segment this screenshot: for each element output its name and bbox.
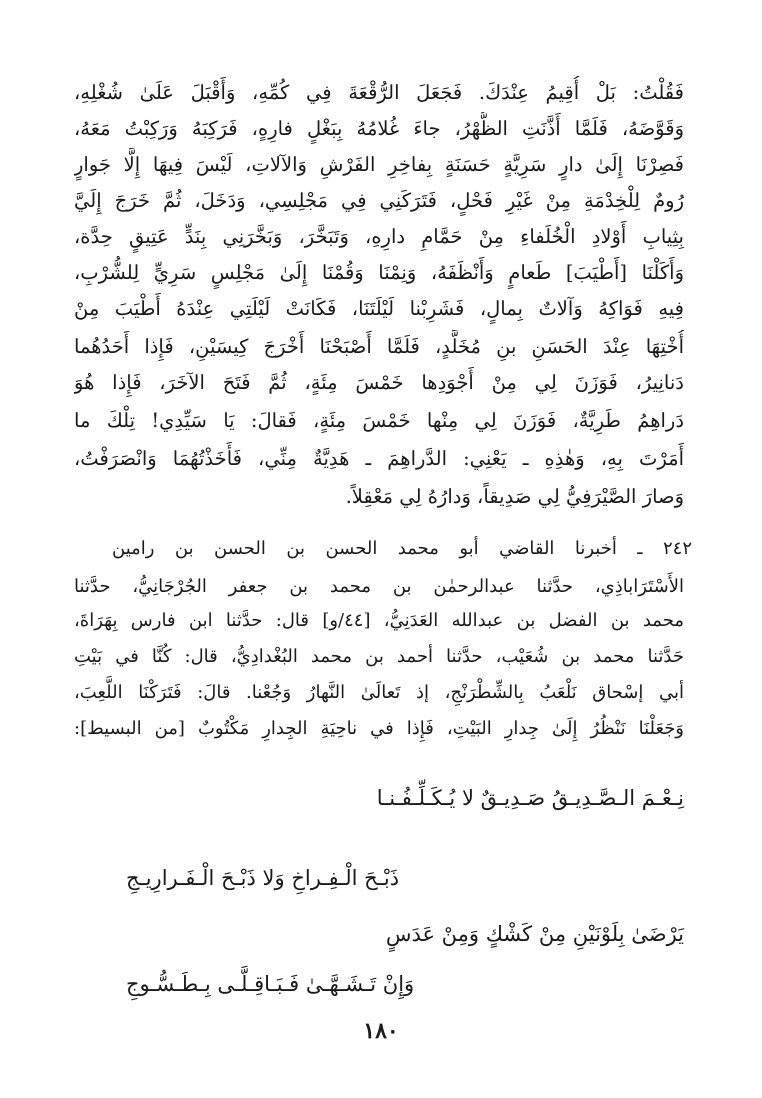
text-line-first: ٢٤٢ ـ أخبرنا القاضي أبو محمد الحسن بن الحسن بن رامين bbox=[112, 538, 692, 559]
text-line: وَأَكَلْنَا [أَطْيَبَ] طَعامٍ وَأَنْظَفَهُ، وَنِمْنَا وَقُمْنَا إِلَىٰ مَجْلِسٍ سَرِيٍّ لِلشُّرْبِ، bbox=[74, 261, 684, 284]
text-line: الأَسْتَرَاباذِي، حدَّثنا عبدالرحمٰن بن محمد بن جعفر الجُرْجَانِيُّ، حدَّثنا bbox=[74, 576, 684, 597]
verse-hemistich-4: وَإِنْ تَـشَـهَّـىٰ فَـبَـاقِـلَّـى بِـطَـسُّـوجِ bbox=[126, 972, 415, 996]
text-line: دَراهِمُ طَرِيَّةٌ، فَوَزَنَ لِي مِنْها خَمْسَ مِئَةٍ، فَقالَ: يَا سَيِّدِي! تِلْكَ ما bbox=[74, 409, 684, 432]
text-line: دَنانِيرُ، فَوَزَنَ لِي مِنْ أَجْوَدِها خَمْسَ مِئَةٍ، ثُمَّ فَتَحَ الآخَرَ، فَإِذا هُوَ bbox=[74, 371, 684, 394]
text-line: محمد بن الفضل بن عبدالله العَدَنِيُّ، [٤٤/و] قال: حدَّثنا ابن فارس بِهَرَاةَ، bbox=[74, 610, 684, 631]
verse-hemistich-2: ذَبْـحَ الْـفِـراخِ وَلا ذَبْـحَ الْـفَـرارِيـجِ bbox=[126, 866, 400, 890]
text-line: وَقَوَّضَهُ، فَلَمَّا أَذَّنَتِ الظُّهْرُ، جاءَ غُلامُهُ بِبَغْلٍ فارِهٍ، فَرَكِبَهُ وَرَكِبْتُ مَعَهُ، bbox=[74, 117, 684, 140]
text-line: فَقُلْتُ: بَلْ أُقِيمُ عِنْدَكَ. فَجَعَلَ الرُّقْعَةَ فِي كُمِّهِ، وَأَقْبَلَ عَلَىٰ شُغْلِهِ، bbox=[74, 81, 684, 104]
text-line: فَصِرْنَا إِلَىٰ دارٍ سَرِيَّةٍ حَسَنَةٍ بِفاخِرِ الفَرْشِ وَالآلاتِ، لَيْسَ فِيهَا إِلَّا جَوارٍ bbox=[74, 153, 684, 176]
text-line: وَصارَ الصَّيْرَفِيُّ لِي صَدِيقاً، وَدارُهُ لِي مَعْقِلاً. bbox=[345, 485, 684, 508]
text-line: وَجَعَلْنَا نَنْظُرُ إِلَىٰ جِدارِ البَيْتِ، فَإِذا في ناحِيَةِ الجِدارِ مَكْتُوبٌ [من البسيط]: bbox=[74, 718, 684, 739]
text-line: فِيهِ فَوَاكِهُ وَآلاتٌ بِمالٍ، فَشَرِبْنا لَيْلَتَنَا، فَكَانَتْ لَيْلَتِي عِنْدَهُ أَطْيَبَ مِنْ bbox=[74, 297, 684, 320]
text-line: بِثِيابِ أَوْلادِ الْخُلَفاءِ مِنْ حَمَّامِ دارِهِ، وَتَبَخَّرَ، وَبَخَّرَنِي بِنَدٍّ عَتِيقٍ حِدَّة، bbox=[74, 225, 684, 248]
text-line: أَمَرْتَ بِهِ، وَهٰذِهِ ـ يَعْنِي: الدَّراهِمَ ـ هَدِيَّةٌ مِنِّي، فَأَخَذْتُهُمَا وَانْصَرَفْتُ، bbox=[74, 447, 684, 470]
verse-hemistich-3: يَرْضَىٰ بِلَوْنَيْنِ مِنْ كَشْكٍ وَمِنْ عَدَسٍ bbox=[385, 922, 684, 946]
verse-hemistich-1: نِـعْـمَ الـصَّـدِيـقُ صَـدِيـقٌ لا يُـكَـلِّـفُـنـا bbox=[376, 786, 684, 810]
text-line: رُومٌ لِلْخِدْمَةِ مِنْ غَيْرِ فَحْلٍ، فَتَرَكَنِي فِي مَجْلِسِي، وَدَخَلَ، ثُمَّ خَرَجَ إِلَيَّ bbox=[74, 189, 684, 212]
page-number: ١٨٠ bbox=[363, 1018, 399, 1044]
text-line: أُخْتِهَا عِنْدَ الحَسَنِ بنِ مُخَلَّدٍ، فَلَمَّا أَصْبَحْنَا أَخْرَجَ كِيسَيْنِ، فَإِذا أَحَدُهُما bbox=[74, 335, 684, 358]
text-line: حَدَّثنا محمد بن شُعَيْب، حدَّثنا أحمد بن محمد البُغْدادِيُّ، قال: كُنَّا في بَيْتِ bbox=[74, 646, 684, 667]
text-line: أبي إسْحاق نَلْعَبُ بِالشِّطْرَنْجِ، إذ تَعالَىٰ النَّهارُ وَجُعْنا. قالَ: فَتَرَكْنَا اللَّعِبَ، bbox=[74, 682, 684, 703]
